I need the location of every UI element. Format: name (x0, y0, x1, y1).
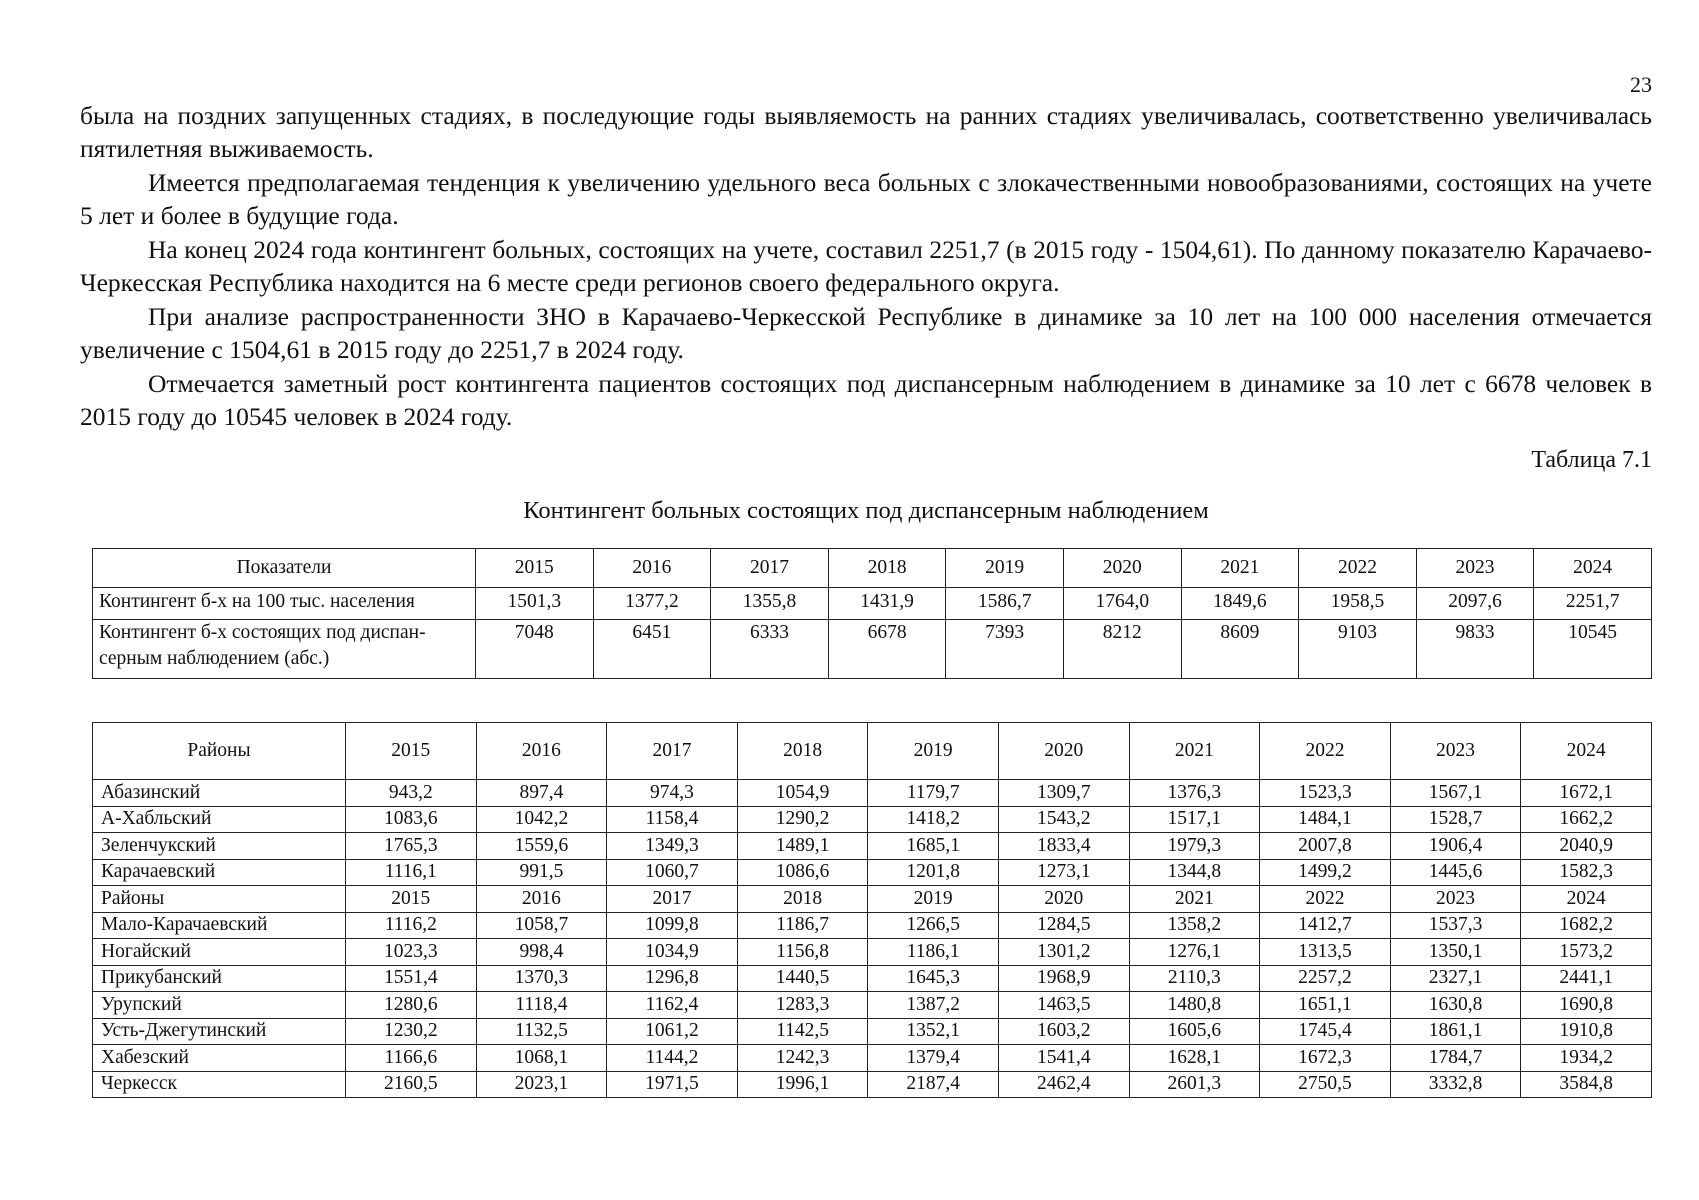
table-cell: 1377,2 (593, 588, 711, 620)
row-label: Контингент б-х на 100 тыс. населения (93, 588, 476, 620)
table-cell: 1158,4 (607, 806, 738, 833)
table-cell: 1537,3 (1390, 912, 1521, 939)
table-cell: 2023,1 (476, 1071, 607, 1098)
table-cell: 1376,3 (1129, 780, 1260, 807)
table-cell: 2601,3 (1129, 1071, 1260, 1098)
table-cell: 9833 (1416, 620, 1534, 679)
row-label: Зеленчукский (93, 833, 346, 860)
table-cell: 1054,9 (737, 780, 868, 807)
header-cell: 2022 (1260, 723, 1391, 780)
table-cell: 2110,3 (1129, 965, 1260, 992)
table-cell: 1440,5 (737, 965, 868, 992)
table-cell: 1186,1 (868, 939, 999, 966)
table-row (93, 1045, 1652, 1072)
table-cell: 2441,1 (1521, 965, 1652, 992)
row-label: Мало-Карачаевский (93, 912, 346, 939)
paragraph: Отмечается заметный рост контингента пациентов состоящих под диспансерным наблюдением в динамике за 10 лет с 6678 человек в 2015 году до 10545 человек в 2024 году. (80, 369, 1652, 431)
table-cell: 1979,3 (1129, 833, 1260, 860)
table-cell: 1349,3 (607, 833, 738, 860)
table-cell: 1162,4 (607, 992, 738, 1019)
header-cell: 2021 (1181, 549, 1299, 588)
table-cell: 1489,1 (737, 833, 868, 860)
header-cell: 2018 (828, 549, 946, 588)
table-cell: 1543,2 (998, 806, 1129, 833)
district-table-body (93, 780, 1652, 1098)
table-cell: 1142,5 (737, 1018, 868, 1045)
table-cell: 1132,5 (476, 1018, 607, 1045)
table-cell: 1284,5 (998, 912, 1129, 939)
header-cell: 2016 (476, 723, 607, 780)
table-cell: 991,5 (476, 859, 607, 886)
table-cell: 9103 (1299, 620, 1417, 679)
table-row (93, 1018, 1652, 1045)
table-row (93, 780, 1652, 807)
table-cell: 1682,2 (1521, 912, 1652, 939)
table-header-row (93, 549, 1652, 588)
table-cell: 1118,4 (476, 992, 607, 1019)
table-cell: 1283,3 (737, 992, 868, 1019)
table-cell: 1296,8 (607, 965, 738, 992)
table-cell: 2007,8 (1260, 833, 1391, 860)
table-cell: 2018 (737, 886, 868, 913)
table-cell: 1501,3 (476, 588, 594, 620)
table-cell: 1603,2 (998, 1018, 1129, 1045)
table-cell: 1068,1 (476, 1045, 607, 1072)
table-row (93, 588, 1652, 620)
table-cell: 1083,6 (346, 806, 477, 833)
table-cell: 1058,7 (476, 912, 607, 939)
table-cell: 974,3 (607, 780, 738, 807)
table-row (93, 859, 1652, 886)
row-label: Хабезский (93, 1045, 346, 1072)
table-cell: 1230,2 (346, 1018, 477, 1045)
table-cell: 1765,3 (346, 833, 477, 860)
table-cell: 1685,1 (868, 833, 999, 860)
table-cell: 1628,1 (1129, 1045, 1260, 1072)
table-row (93, 886, 1652, 913)
table-row (93, 965, 1652, 992)
table-cell: 1201,8 (868, 859, 999, 886)
table-cell: 2750,5 (1260, 1071, 1391, 1098)
table-cell: 1672,1 (1521, 780, 1652, 807)
header-cell: 2019 (868, 723, 999, 780)
row-label: Районы (93, 886, 346, 913)
table-cell: 1499,2 (1260, 859, 1391, 886)
table-cell: 3584,8 (1521, 1071, 1652, 1098)
table-cell: 6678 (828, 620, 946, 679)
table-row (93, 912, 1652, 939)
row-label: Абазинский (93, 780, 346, 807)
table-cell: 2023 (1390, 886, 1521, 913)
header-cell: Районы (93, 723, 346, 780)
paragraph: На конец 2024 года контингент больных, состоящих на учете, составил 2251,7 (в 2015 году - 1504,61). По данному показателю Карачаево-Черкесская Республика находится на 6 месте среди регионов своего федерального округа. (80, 235, 1652, 297)
table-cell: 6333 (711, 620, 829, 679)
table-cell: 1412,7 (1260, 912, 1391, 939)
table-cell: 2015 (346, 886, 477, 913)
table-cell: 8609 (1181, 620, 1299, 679)
table-cell: 1350,1 (1390, 939, 1521, 966)
table-cell: 2019 (868, 886, 999, 913)
header-cell: Показатели (93, 549, 476, 588)
table-cell: 1186,7 (737, 912, 868, 939)
table-cell: 1370,3 (476, 965, 607, 992)
header-cell: 2024 (1534, 549, 1652, 588)
table-cell: 1276,1 (1129, 939, 1260, 966)
table-cell: 1344,8 (1129, 859, 1260, 886)
table-cell: 1833,4 (998, 833, 1129, 860)
table-cell: 943,2 (346, 780, 477, 807)
table-cell: 1060,7 (607, 859, 738, 886)
header-cell: 2017 (711, 549, 829, 588)
paragraph: При анализе распространенности ЗНО в Карачаево-Черкесской Республике в динамике за 10 лет на 100 000 населения отмечается увеличение с 1504,61 в 2015 году до 2251,7 в 2024 году. (80, 302, 1652, 364)
paragraph: была на поздних запущенных стадиях, в последующие годы выявляемость на ранних стадиях увеличивалась, соответственно увеличивалась пятилетняя выживаемость. (80, 101, 1652, 163)
table-cell: 897,4 (476, 780, 607, 807)
table-cell: 1910,8 (1521, 1018, 1652, 1045)
table-cell: 2097,6 (1416, 588, 1534, 620)
table-cell: 7048 (476, 620, 594, 679)
table-cell: 2020 (998, 886, 1129, 913)
table-cell: 1266,5 (868, 912, 999, 939)
header-cell: 2022 (1299, 549, 1417, 588)
table-cell: 1586,7 (946, 588, 1064, 620)
table-cell: 1764,0 (1063, 588, 1181, 620)
table-cell: 1567,1 (1390, 780, 1521, 807)
table-cell: 1166,6 (346, 1045, 477, 1072)
table-cell: 1517,1 (1129, 806, 1260, 833)
table-cell: 1605,6 (1129, 1018, 1260, 1045)
table-row (93, 833, 1652, 860)
row-label: Карачаевский (93, 859, 346, 886)
table-cell: 1480,8 (1129, 992, 1260, 1019)
table-cell: 1301,2 (998, 939, 1129, 966)
table-cell: 2187,4 (868, 1071, 999, 1098)
table-cell: 1463,5 (998, 992, 1129, 1019)
row-label: А-Хабльский (93, 806, 346, 833)
table-cell: 1958,5 (1299, 588, 1417, 620)
table-cell: 1996,1 (737, 1071, 868, 1098)
table-cell: 1290,2 (737, 806, 868, 833)
table-cell: 1061,2 (607, 1018, 738, 1045)
table-cell: 1099,8 (607, 912, 738, 939)
table-cell: 1541,4 (998, 1045, 1129, 1072)
table-cell: 1523,3 (1260, 780, 1391, 807)
table-cell: 1418,2 (868, 806, 999, 833)
table-row (93, 620, 1652, 679)
header-cell: 2017 (607, 723, 738, 780)
table-cell: 1023,3 (346, 939, 477, 966)
table-cell: 1280,6 (346, 992, 477, 1019)
table-cell: 10545 (1534, 620, 1652, 679)
summary-table (92, 548, 1652, 679)
table-cell: 1690,8 (1521, 992, 1652, 1019)
table-cell: 1273,1 (998, 859, 1129, 886)
table-cell: 2462,4 (998, 1071, 1129, 1098)
table-cell: 1582,3 (1521, 859, 1652, 886)
row-label: Прикубанский (93, 965, 346, 992)
table-cell: 1630,8 (1390, 992, 1521, 1019)
table-cell: 1559,6 (476, 833, 607, 860)
table-cell: 3332,8 (1390, 1071, 1521, 1098)
table-cell: 8212 (1063, 620, 1181, 679)
header-cell: 2023 (1390, 723, 1521, 780)
table-cell: 998,4 (476, 939, 607, 966)
table-cell: 1645,3 (868, 965, 999, 992)
table-cell: 1573,2 (1521, 939, 1652, 966)
table-cell: 1861,1 (1390, 1018, 1521, 1045)
table-header-row (93, 723, 1652, 780)
table-cell: 1968,9 (998, 965, 1129, 992)
table-title: Контингент больных состоящих под диспансерным наблюдением (523, 497, 1209, 524)
table-cell: 1352,1 (868, 1018, 999, 1045)
row-label: Ногайский (93, 939, 346, 966)
header-cell: 2019 (946, 549, 1064, 588)
header-cell: 2015 (476, 549, 594, 588)
table-caption: Таблица 7.1 (1531, 447, 1652, 473)
table-cell: 1034,9 (607, 939, 738, 966)
table-cell: 2016 (476, 886, 607, 913)
header-cell: 2020 (1063, 549, 1181, 588)
header-cell: 2018 (737, 723, 868, 780)
table-cell: 1651,1 (1260, 992, 1391, 1019)
table-cell: 1309,7 (998, 780, 1129, 807)
table-cell: 2022 (1260, 886, 1391, 913)
table-cell: 1358,2 (1129, 912, 1260, 939)
table-cell: 1156,8 (737, 939, 868, 966)
table-row (93, 806, 1652, 833)
row-label: Черкесск (93, 1071, 346, 1098)
table-cell: 1745,4 (1260, 1018, 1391, 1045)
table-cell: 2021 (1129, 886, 1260, 913)
table-cell: 1179,7 (868, 780, 999, 807)
table-cell: 2024 (1521, 886, 1652, 913)
paragraph: Имеется предполагаемая тенденция к увеличению удельного веса больных с злокачественными новообразованиями, состоящих на учете 5 лет и более в будущие года. (80, 168, 1652, 230)
table-cell: 1672,3 (1260, 1045, 1391, 1072)
table-cell: 1971,5 (607, 1071, 738, 1098)
row-label: Урупский (93, 992, 346, 1019)
table-cell: 1086,6 (737, 859, 868, 886)
table-cell: 6451 (593, 620, 711, 679)
table-cell: 1784,7 (1390, 1045, 1521, 1072)
header-cell: 2021 (1129, 723, 1260, 780)
table-cell: 2040,9 (1521, 833, 1652, 860)
table-cell: 1934,2 (1521, 1045, 1652, 1072)
table-cell: 1379,4 (868, 1045, 999, 1072)
header-cell: 2024 (1521, 723, 1652, 780)
table-cell: 1484,1 (1260, 806, 1391, 833)
table-cell: 2160,5 (346, 1071, 477, 1098)
table-cell: 1445,6 (1390, 859, 1521, 886)
row-label: Контингент б-х состоящих под диспансерным наблюдением (абс.) (93, 620, 476, 679)
table-cell: 1116,1 (346, 859, 477, 886)
table-cell: 1313,5 (1260, 939, 1391, 966)
table-cell: 1662,2 (1521, 806, 1652, 833)
page-number: 23 (1630, 72, 1652, 97)
table-cell: 2327,1 (1390, 965, 1521, 992)
table-cell: 1242,3 (737, 1045, 868, 1072)
table-cell: 1387,2 (868, 992, 999, 1019)
table-cell: 1431,9 (828, 588, 946, 620)
table-row (93, 992, 1652, 1019)
table-cell: 2017 (607, 886, 738, 913)
table-cell: 1849,6 (1181, 588, 1299, 620)
table-cell: 1116,2 (346, 912, 477, 939)
table-cell: 7393 (946, 620, 1064, 679)
table-cell: 1906,4 (1390, 833, 1521, 860)
header-cell: 2020 (998, 723, 1129, 780)
district-table (92, 722, 1652, 1098)
header-cell: 2023 (1416, 549, 1534, 588)
body-text (80, 100, 1652, 435)
table-cell: 1528,7 (1390, 806, 1521, 833)
table-cell: 1355,8 (711, 588, 829, 620)
table-row (93, 939, 1652, 966)
table-row (93, 1071, 1652, 1098)
table-cell: 1144,2 (607, 1045, 738, 1072)
table-cell: 2257,2 (1260, 965, 1391, 992)
row-label: Усть-Джегутинский (93, 1018, 346, 1045)
header-cell: 2015 (346, 723, 477, 780)
table-cell: 1042,2 (476, 806, 607, 833)
header-cell: 2016 (593, 549, 711, 588)
table-cell: 1551,4 (346, 965, 477, 992)
table-cell: 2251,7 (1534, 588, 1652, 620)
